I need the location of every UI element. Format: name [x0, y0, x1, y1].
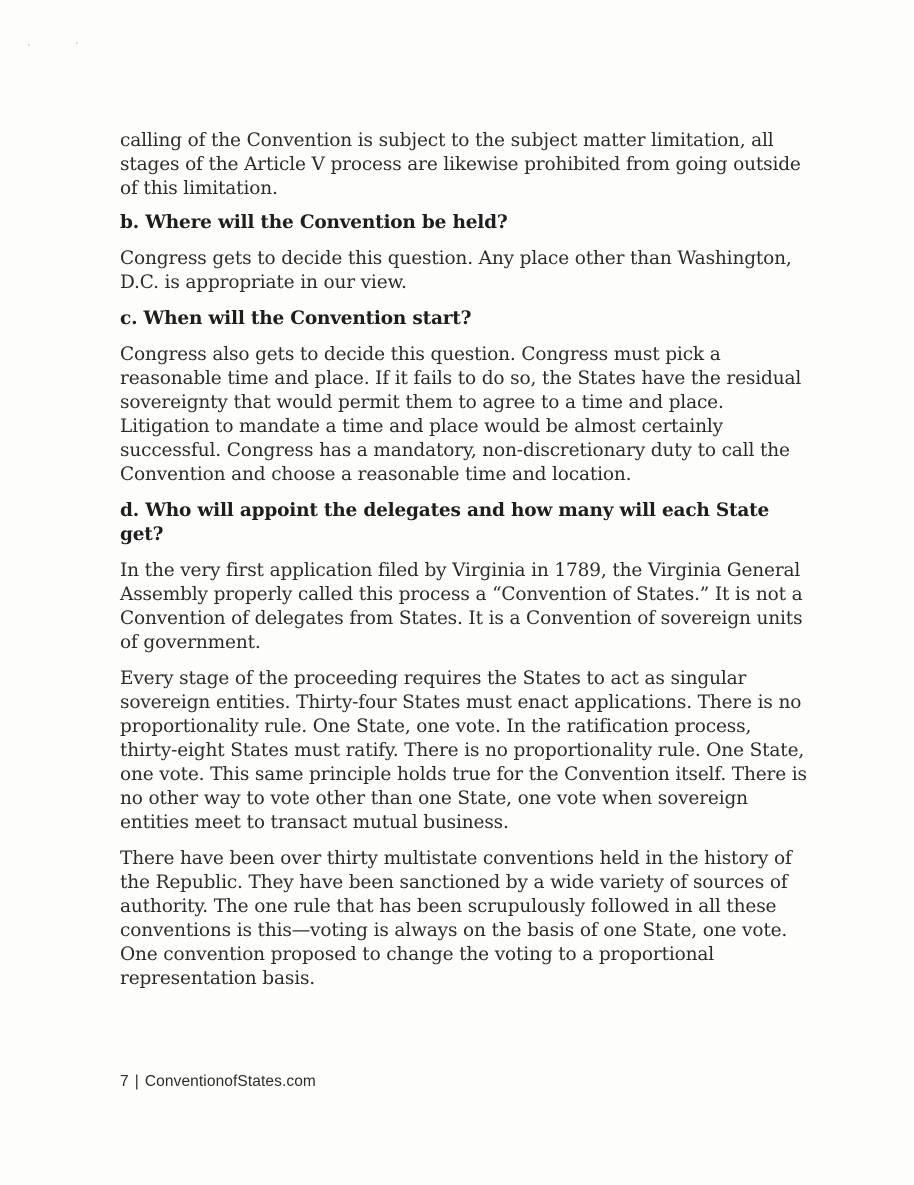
scan-speck: [76, 42, 78, 44]
paragraph: Congress also gets to decide this question. Congress must pick a reasonable time and place. If it fails to do so, the States have the residual sovereignty that would permit them to agree to a time and place. Litigation to mandate a time and place would be almost certainly successful. Congress has a mandatory, non-discretionary duty to call the Convention and choose a reasonable time and location.: [120, 344, 802, 485]
paragraph: Congress gets to decide this question. Any place other than Washington, D.C. is appropriate in our view.: [120, 248, 792, 293]
paragraph: calling of the Convention is subject to the subject matter limitation, all stages of the Article V process are likewise prohibited from going outside of this limitation.: [120, 130, 801, 199]
paragraph: There have been over thirty multistate conventions held in the history of the Republic. They have been sanctioned by a wide variety of sources of authority. The one rule that has been scrupulously followed in all these conventions is this—voting is always on the basis of one State, one vote. One convention proposed to change the voting to a proportional representation basis.: [120, 848, 792, 989]
section-heading: d. Who will appoint the delegates and how many will each State get?: [120, 500, 770, 545]
section-heading: c. When will the Convention start?: [120, 308, 472, 329]
paragraph: Every stage of the proceeding requires the States to act as singular sovereign entities. Thirty-four States must enact applications. There is no proportionality rule. One State, one vote. In the ratification process, thirty-eight States must ratify. There is no proportionality rule. One State, one vote. This same principle holds true for the Convention itself. There is no other way to vote other than one State, one vote when sovereign entities meet to transact mutual business.: [120, 668, 807, 833]
scan-speck: [28, 44, 30, 46]
footer-site: ConventionofStates.com: [144, 1073, 316, 1090]
paragraph: In the very first application filed by Virginia in 1789, the Virginia General Assembly properly called this process a “Convention of States.” It is not a Convention of delegates from States. It is a Convention of sovereign units of government.: [120, 560, 803, 653]
footer-separator: |: [134, 1073, 139, 1090]
page-footer: [120, 1073, 316, 1091]
document-body: [120, 129, 810, 1003]
section-heading: b. Where will the Convention be held?: [120, 212, 508, 233]
page-number: 7: [120, 1073, 129, 1090]
